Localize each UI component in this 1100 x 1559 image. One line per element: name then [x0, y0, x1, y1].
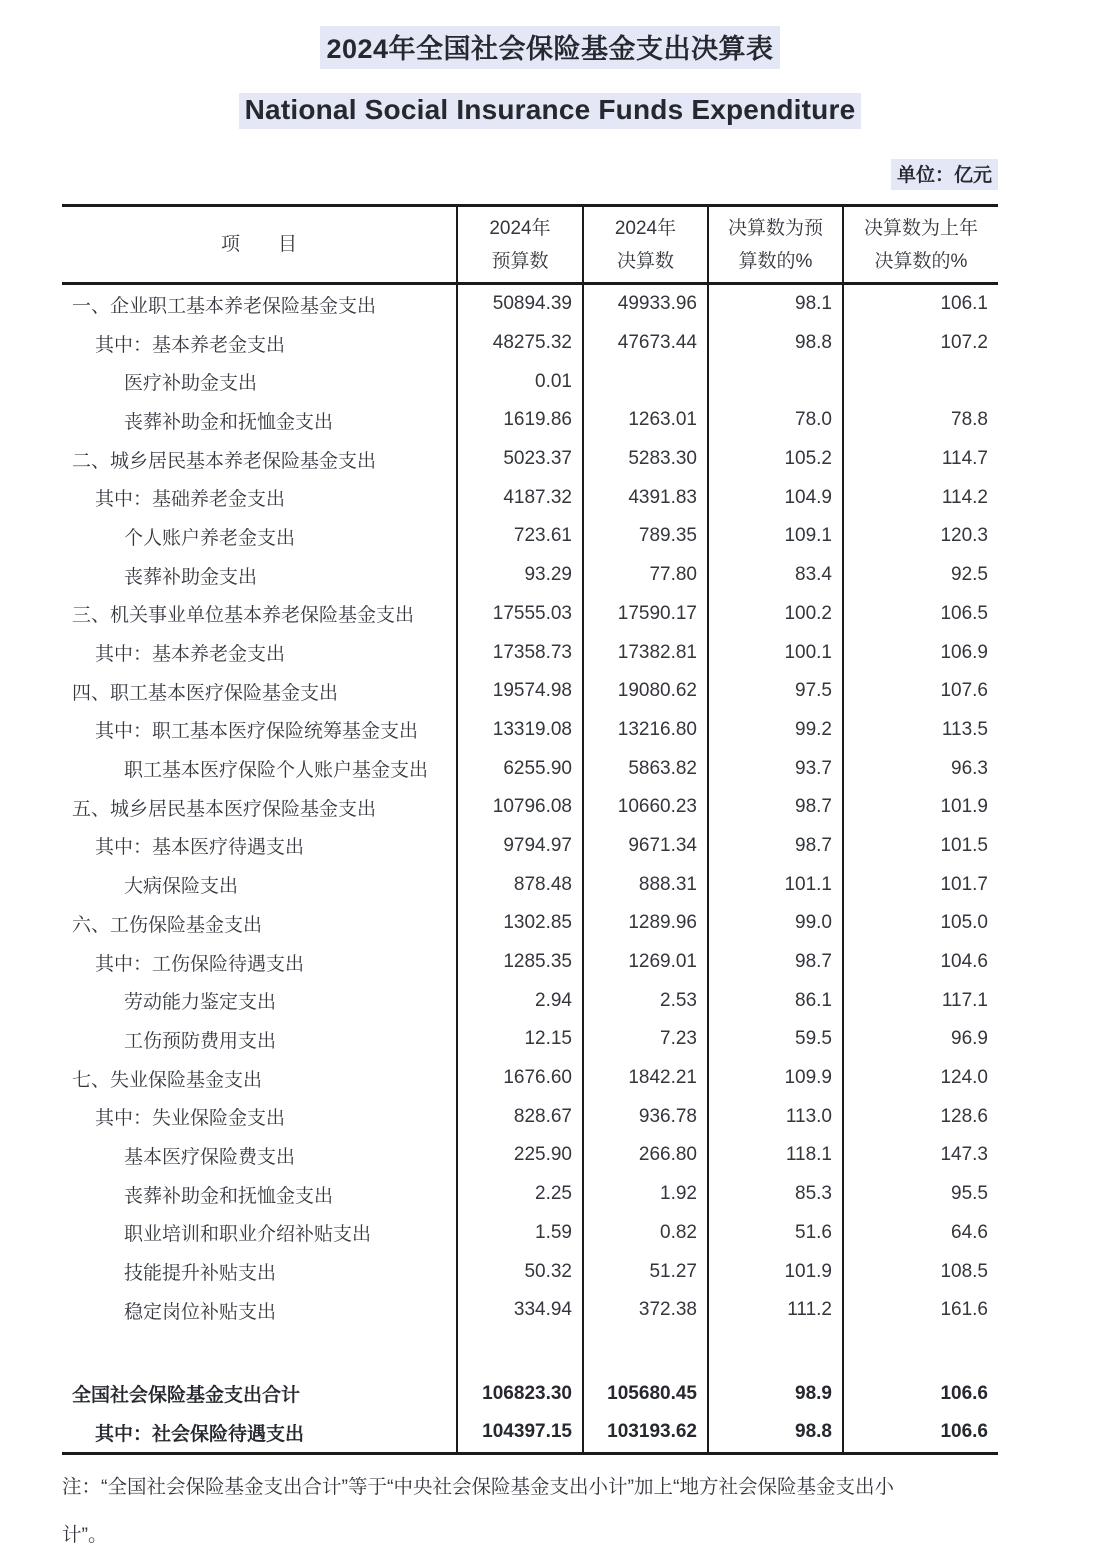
value-cell: 109.1: [708, 517, 843, 556]
value-cell: 107.2: [940, 332, 988, 354]
value-cell: 334.94: [457, 1291, 583, 1330]
value-cell: 114.7: [941, 448, 988, 470]
value-cell: 0.82: [583, 1214, 708, 1253]
value-cell: 51.27: [583, 1252, 708, 1291]
value-cell: 114.2: [941, 486, 988, 508]
row-label-cell: 其中：基本养老金支出: [62, 324, 457, 363]
page-title: 2024年全国社会保险基金支出决算表: [320, 26, 779, 69]
value-cell: 85.3: [708, 1175, 843, 1214]
table-row: [62, 324, 998, 363]
value-cell: 95.5: [951, 1183, 988, 1205]
value-cell: 101.7: [940, 873, 988, 895]
table-row: [62, 362, 998, 401]
value-cell: 83.4: [708, 556, 843, 595]
value-cell: 106.1: [940, 293, 988, 315]
value-cell: 100.2: [708, 595, 843, 634]
row-label-cell: 技能提升补贴支出: [62, 1252, 457, 1291]
row-label-cell: 大病保险支出: [62, 865, 457, 904]
row-label-cell: 其中：失业保险金支出: [62, 1097, 457, 1136]
value-cell: [457, 1330, 583, 1375]
row-label-cell: 其中：社会保险待遇支出: [62, 1413, 457, 1453]
value-cell: 128.6: [940, 1105, 988, 1127]
table-row: [62, 284, 998, 324]
table-row: [62, 981, 998, 1020]
value-cell: 936.78: [583, 1097, 708, 1136]
value-cell: 1285.35: [457, 943, 583, 982]
value-cell: [583, 362, 708, 401]
table-row: [62, 943, 998, 982]
total-row: [62, 1413, 998, 1453]
value-cell: 2.25: [457, 1175, 583, 1214]
value-cell: 17590.17: [583, 595, 708, 634]
value-cell: 101.5: [940, 834, 988, 856]
value-cell: [708, 362, 843, 401]
row-label-cell: 丧葬补助金支出: [62, 556, 457, 595]
row-label-cell: 五、城乡居民基本医疗保险基金支出: [62, 788, 457, 827]
value-cell: 109.9: [708, 1059, 843, 1098]
value-cell: 17382.81: [583, 633, 708, 672]
value-cell: 9671.34: [583, 827, 708, 866]
footnote-line-1: 注：“全国社会保险基金支出合计”等于“中央社会保险基金支出小计”加上“地方社会保险基金支出小: [62, 1475, 894, 1498]
value-cell: 5863.82: [583, 749, 708, 788]
value-cell: 86.1: [708, 981, 843, 1020]
table-row: [62, 1097, 998, 1136]
row-label-cell: 一、企业职工基本养老保险基金支出: [62, 284, 457, 324]
value-cell: 1.92: [583, 1175, 708, 1214]
header-row: [62, 206, 998, 284]
value-cell: 113.0: [708, 1097, 843, 1136]
value-cell: 1302.85: [457, 904, 583, 943]
row-label-cell: 劳动能力鉴定支出: [62, 981, 457, 1020]
value-cell: 147.3: [940, 1144, 988, 1166]
value-cell: 723.61: [457, 517, 583, 556]
row-label-cell: 丧葬补助金和抚恤金支出: [62, 401, 457, 440]
table-row: [62, 1020, 998, 1059]
value-cell: [843, 362, 998, 401]
value-cell: 106.6: [940, 1421, 988, 1443]
value-cell: 19080.62: [583, 672, 708, 711]
value-cell: 104397.15: [457, 1413, 583, 1453]
row-label-cell: 二、城乡居民基本养老保险基金支出: [62, 440, 457, 479]
value-cell: 101.1: [708, 865, 843, 904]
value-cell: 13319.08: [457, 711, 583, 750]
value-cell: 92.5: [951, 564, 988, 586]
row-label-cell: 三、机关事业单位基本养老保险基金支出: [62, 595, 457, 634]
value-cell: 101.9: [708, 1252, 843, 1291]
row-label-cell: 其中：基础养老金支出: [62, 478, 457, 517]
column-header-0: [62, 206, 457, 284]
value-cell: 111.2: [708, 1291, 843, 1330]
value-cell: 12.15: [457, 1020, 583, 1059]
row-label-cell: 职业培训和职业介绍补贴支出: [62, 1214, 457, 1253]
table-row: [62, 595, 998, 634]
value-cell: 98.7: [708, 827, 843, 866]
value-cell: 49933.96: [583, 284, 708, 324]
value-cell: 10796.08: [457, 788, 583, 827]
table-row: [62, 1059, 998, 1098]
row-label-cell: 个人账户养老金支出: [62, 517, 457, 556]
value-cell: 101.9: [940, 796, 988, 818]
value-cell: 106823.30: [457, 1375, 583, 1414]
value-cell: 4187.32: [457, 478, 583, 517]
column-header-line: 决算数为上年: [863, 217, 978, 239]
value-cell: 106.6: [940, 1382, 988, 1404]
value-cell: 105680.45: [583, 1375, 708, 1414]
table-row: [62, 672, 998, 711]
column-header-2: [583, 206, 708, 284]
column-header-line: 2024年: [614, 217, 677, 239]
table-row: [62, 788, 998, 827]
column-header-line: 2024年: [489, 217, 551, 239]
value-cell: 1289.96: [583, 904, 708, 943]
table-row: [62, 517, 998, 556]
table-row: [62, 749, 998, 788]
value-cell: 51.6: [708, 1214, 843, 1253]
value-cell: 105.0: [940, 912, 988, 934]
expenditure-table: [62, 204, 998, 1455]
row-label-cell: 工伤预防费用支出: [62, 1020, 457, 1059]
table-row: [62, 1136, 998, 1175]
value-cell: 107.6: [940, 680, 988, 702]
value-cell: 50.32: [457, 1252, 583, 1291]
table-row: [62, 904, 998, 943]
value-cell: 98.8: [708, 1413, 843, 1453]
value-cell: 124.0: [940, 1067, 988, 1089]
value-cell: 98.8: [708, 324, 843, 363]
column-header-line: 决算数的%: [874, 250, 968, 272]
value-cell: 50894.39: [457, 284, 583, 324]
column-header-3: [708, 206, 843, 284]
value-cell: 97.5: [708, 672, 843, 711]
value-cell: 103193.62: [583, 1413, 708, 1453]
column-header-line: 预算数: [491, 250, 549, 272]
value-cell: 98.9: [708, 1375, 843, 1414]
value-cell: 1842.21: [583, 1059, 708, 1098]
column-header-4: [843, 206, 998, 284]
value-cell: 104.6: [940, 951, 988, 973]
column-header-line: 决算数: [616, 250, 674, 272]
value-cell: 100.1: [708, 633, 843, 672]
row-label-cell: 全国社会保险基金支出合计: [62, 1375, 457, 1414]
table-row: [62, 1252, 998, 1291]
table-row: [62, 633, 998, 672]
row-label-cell: 丧葬补助金和抚恤金支出: [62, 1175, 457, 1214]
value-cell: 10660.23: [583, 788, 708, 827]
value-cell: 1619.86: [457, 401, 583, 440]
table-row: [62, 827, 998, 866]
value-cell: 1.59: [457, 1214, 583, 1253]
value-cell: 2.94: [457, 981, 583, 1020]
value-cell: 1269.01: [583, 943, 708, 982]
row-label-cell: 其中：工伤保险待遇支出: [62, 943, 457, 982]
value-cell: 19574.98: [457, 672, 583, 711]
value-cell: 96.9: [951, 1028, 988, 1050]
value-cell: 99.2: [708, 711, 843, 750]
table-row: [62, 711, 998, 750]
total-row: [62, 1375, 998, 1414]
row-label-cell: 其中：基本养老金支出: [62, 633, 457, 672]
value-cell: 5283.30: [583, 440, 708, 479]
column-header-1: [457, 206, 583, 284]
value-cell: 225.90: [457, 1136, 583, 1175]
value-cell: 120.3: [940, 525, 988, 547]
value-cell: 117.1: [941, 989, 988, 1011]
value-cell: 372.38: [583, 1291, 708, 1330]
value-cell: 104.9: [708, 478, 843, 517]
table-row: [62, 1214, 998, 1253]
value-cell: 99.0: [708, 904, 843, 943]
value-cell: 106.5: [940, 602, 988, 624]
value-cell: 98.7: [708, 943, 843, 982]
value-cell: 113.5: [941, 718, 988, 740]
value-cell: 17358.73: [457, 633, 583, 672]
value-cell: 105.2: [708, 440, 843, 479]
value-cell: 1263.01: [583, 401, 708, 440]
value-cell: 47673.44: [583, 324, 708, 363]
row-label-cell: 七、失业保险基金支出: [62, 1059, 457, 1098]
value-cell: 106.9: [940, 641, 988, 663]
table-row: [62, 556, 998, 595]
value-cell: 93.7: [708, 749, 843, 788]
value-cell: 64.6: [951, 1221, 988, 1243]
value-cell: 9794.97: [457, 827, 583, 866]
column-header-line: 项 目: [220, 234, 297, 255]
row-label-cell: 医疗补助金支出: [62, 362, 457, 401]
unit-label: 单位：亿元: [891, 159, 998, 190]
row-label-cell: 四、职工基本医疗保险基金支出: [62, 672, 457, 711]
value-cell: 77.80: [583, 556, 708, 595]
table-row: [62, 440, 998, 479]
value-cell: [583, 1330, 708, 1375]
table-row: [62, 865, 998, 904]
value-cell: 888.31: [583, 865, 708, 904]
table-row: [62, 1175, 998, 1214]
table-row: [62, 401, 998, 440]
value-cell: 4391.83: [583, 478, 708, 517]
row-label-cell: 六、工伤保险基金支出: [62, 904, 457, 943]
value-cell: 1676.60: [457, 1059, 583, 1098]
value-cell: 828.67: [457, 1097, 583, 1136]
value-cell: 161.6: [940, 1299, 988, 1321]
value-cell: 98.1: [708, 284, 843, 324]
row-label-cell: 基本医疗保险费支出: [62, 1136, 457, 1175]
row-label-cell: 其中：职工基本医疗保险统筹基金支出: [62, 711, 457, 750]
value-cell: 93.29: [457, 556, 583, 595]
value-cell: 108.5: [940, 1260, 988, 1282]
value-cell: 266.80: [583, 1136, 708, 1175]
row-label-cell: 稳定岗位补贴支出: [62, 1291, 457, 1330]
row-label-cell: 其中：基本医疗待遇支出: [62, 827, 457, 866]
footnote-line-2: 计”。: [62, 1523, 108, 1546]
value-cell: 17555.03: [457, 595, 583, 634]
value-cell: 78.8: [951, 409, 988, 431]
value-cell: 96.3: [951, 757, 988, 779]
value-cell: 6255.90: [457, 749, 583, 788]
value-cell: [708, 1330, 843, 1375]
row-label-cell: [62, 1330, 457, 1375]
page-subtitle: National Social Insurance Funds Expenditure: [239, 93, 862, 129]
value-cell: 2.53: [583, 981, 708, 1020]
column-header-line: 算数的%: [738, 250, 813, 272]
spacer-row: [62, 1330, 998, 1375]
row-label-cell: 职工基本医疗保险个人账户基金支出: [62, 749, 457, 788]
column-header-line: 决算数为预: [727, 217, 823, 239]
table-row: [62, 1291, 998, 1330]
value-cell: 789.35: [583, 517, 708, 556]
value-cell: 59.5: [708, 1020, 843, 1059]
footnote: [62, 1463, 962, 1559]
value-cell: 118.1: [708, 1136, 843, 1175]
value-cell: 0.01: [457, 362, 583, 401]
value-cell: 48275.32: [457, 324, 583, 363]
table-row: [62, 478, 998, 517]
value-cell: 5023.37: [457, 440, 583, 479]
value-cell: 98.7: [708, 788, 843, 827]
value-cell: [843, 1330, 998, 1375]
value-cell: 878.48: [457, 865, 583, 904]
value-cell: 78.0: [708, 401, 843, 440]
value-cell: 7.23: [583, 1020, 708, 1059]
value-cell: 13216.80: [583, 711, 708, 750]
